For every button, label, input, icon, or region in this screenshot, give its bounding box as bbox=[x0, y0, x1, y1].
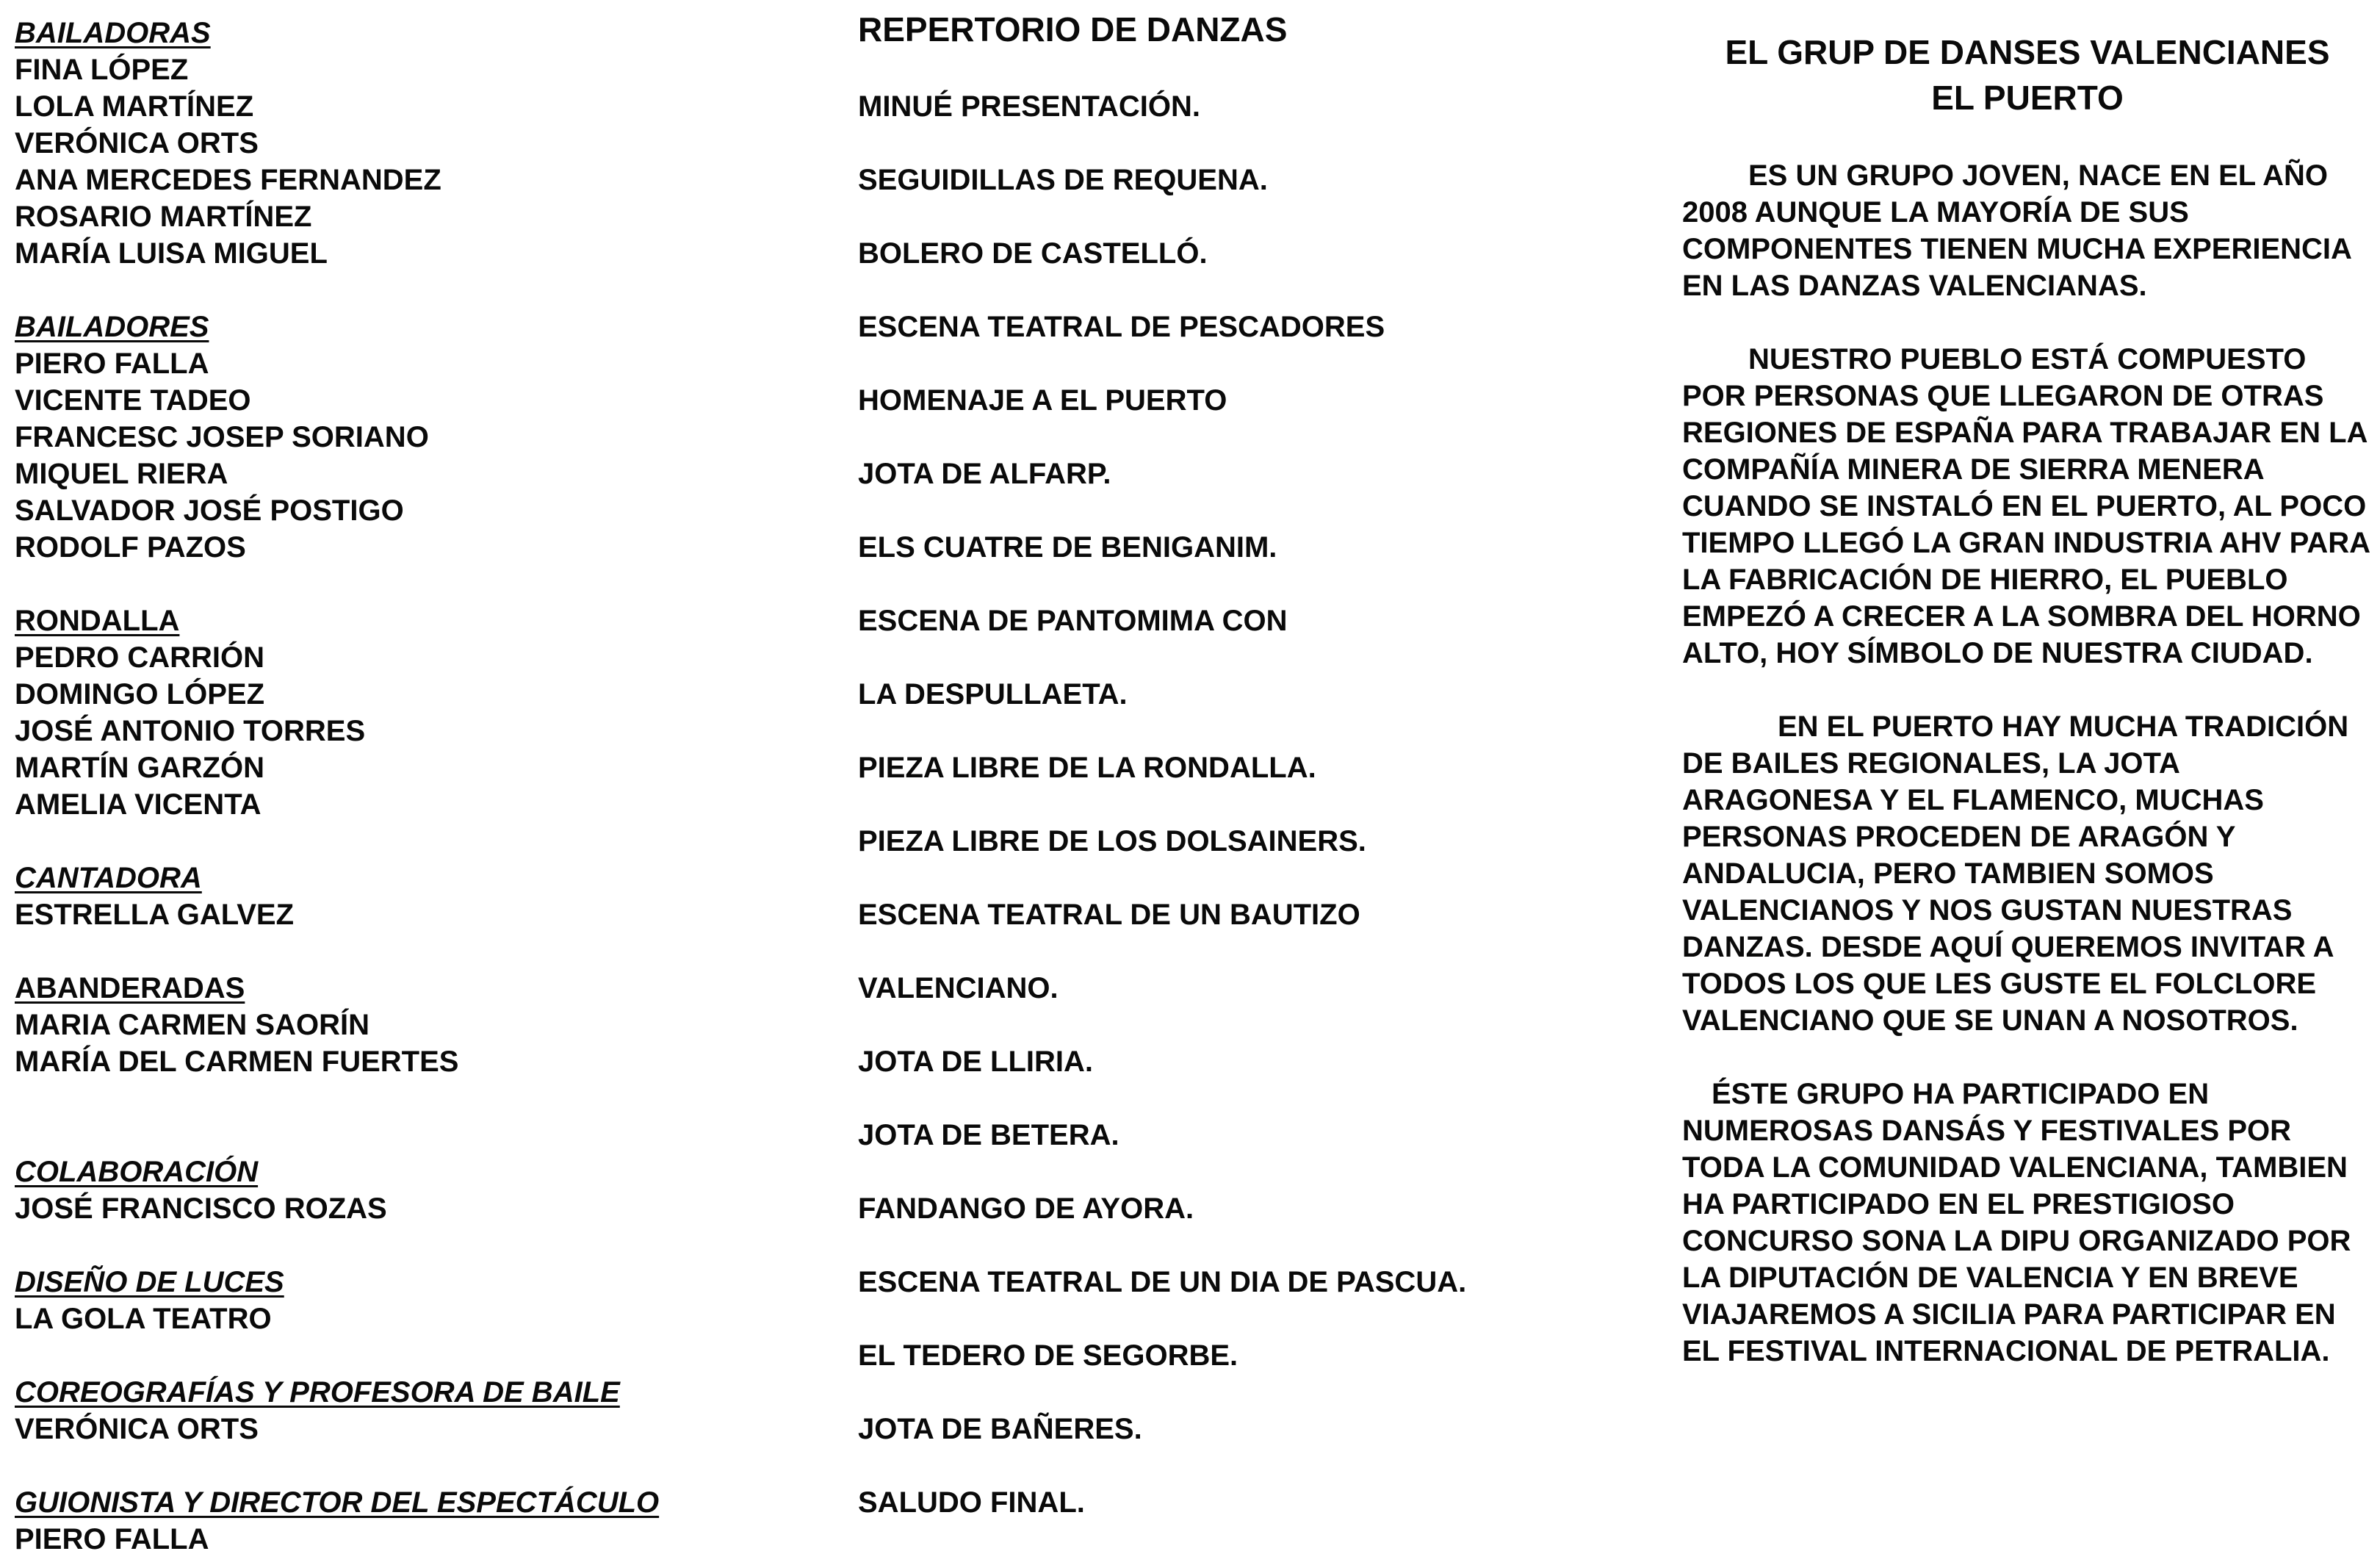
dance-item: PIEZA LIBRE DE LOS DOLSAINERS. bbox=[858, 825, 1366, 857]
cast-name: ESTRELLA GALVEZ bbox=[15, 899, 294, 931]
cast-name: JOSÉ FRANCISCO ROZAS bbox=[15, 1192, 387, 1225]
cast-name: SALVADOR JOSÉ POSTIGO bbox=[15, 494, 404, 527]
cast-name: VERÓNICA ORTS bbox=[15, 1413, 259, 1445]
about-paragraph bbox=[1682, 157, 2373, 304]
cast-name: AMELIA VICENTA bbox=[15, 788, 262, 821]
dance-item: ESCENA DE PANTOMIMA CON bbox=[858, 605, 1288, 637]
dance-item: SEGUIDILLAS DE REQUENA. bbox=[858, 164, 1268, 196]
cast-name: VICENTE TADEO bbox=[15, 384, 251, 417]
dance-item: JOTA DE BAÑERES. bbox=[858, 1413, 1142, 1445]
cast-section-colaboracion bbox=[15, 1154, 387, 1227]
section-heading: COLABORACIÓN bbox=[15, 1156, 259, 1188]
dance-item: JOTA DE ALFARP. bbox=[858, 458, 1111, 490]
group-title-line2: EL PUERTO bbox=[1931, 79, 2124, 117]
dance-item: FANDANGO DE AYORA. bbox=[858, 1192, 1194, 1225]
about-paragraph-text: EN EL PUERTO HAY MUCHA TRADICIÓN DE BAILES REGIONALES, LA JOTA ARAGONESA Y EL FLAMENCO, MUCHAS PERSONAS PROCEDEN DE ARAGÓN Y ANDALUCIA, PERO TAMBIEN SOMOS VALENCIANOS Y NOS GUSTAN NUESTRAS DANZAS. DESDE AQUÍ QUEREMOS INVITAR A TODOS LOS QUE LES GUSTE EL FOLCLORE VALENCIANO QUE SE UNAN A NOSOTROS. bbox=[1682, 710, 2349, 1037]
cast-name: MARÍA DEL CARMEN FUERTES bbox=[15, 1046, 459, 1078]
dance-item: VALENCIANO. bbox=[858, 972, 1059, 1004]
dance-item: EL TEDERO DE SEGORBE. bbox=[858, 1339, 1238, 1372]
cast-name: ROSARIO MARTÍNEZ bbox=[15, 201, 312, 233]
cast-name: RODOLF PAZOS bbox=[15, 531, 246, 564]
cast-name: LOLA MARTÍNEZ bbox=[15, 90, 254, 123]
repertoire-title: REPERTORIO DE DANZAS bbox=[858, 10, 1288, 48]
dance-item: JOTA DE LLIRIA. bbox=[858, 1046, 1093, 1078]
about-paragraph bbox=[1682, 341, 2373, 672]
cast-name: MIQUEL RIERA bbox=[15, 458, 228, 490]
dance-item: ESCENA TEATRAL DE PESCADORES bbox=[858, 311, 1385, 343]
cast-name: MARÍA LUISA MIGUEL bbox=[15, 237, 328, 270]
dance-item: ESCENA TEATRAL DE UN DIA DE PASCUA. bbox=[858, 1266, 1467, 1298]
cast-section-guionista bbox=[15, 1484, 659, 1558]
cast-name: ANA MERCEDES FERNANDEZ bbox=[15, 164, 441, 196]
section-heading: DISEÑO DE LUCES bbox=[15, 1266, 284, 1298]
about-paragraph-text: NUESTRO PUEBLO ESTÁ COMPUESTO POR PERSONAS QUE LLEGARON DE OTRAS REGIONES DE ESPAÑA PARA TRABAJAR EN LA COMPAÑÍA MINERA DE SIERRA MENERA CUANDO SE INSTALÓ EN EL PUERTO, AL POCO TIEMPO LLEGÓ LA GRAN INDUSTRIA AHV PARA LA FABRICACIÓN DE HIERRO, EL PUEBLO EMPEZÓ A CRECER A LA SOMBRA DEL HORNO ALTO, HOY SÍMBOLO DE NUESTRA CIUDAD. bbox=[1682, 343, 2370, 669]
cast-name: JOSÉ ANTONIO TORRES bbox=[15, 715, 366, 747]
dance-item: LA DESPULLAETA. bbox=[858, 678, 1128, 710]
cast-name: VERÓNICA ORTS bbox=[15, 127, 259, 159]
cast-section-cantadora bbox=[15, 860, 294, 933]
cast-name: FINA LÓPEZ bbox=[15, 54, 189, 86]
cast-name: FRANCESC JOSEP SORIANO bbox=[15, 421, 429, 453]
dance-item: BOLERO DE CASTELLÓ. bbox=[858, 237, 1208, 270]
about-column bbox=[1682, 0, 2373, 1370]
section-heading: BAILADORAS bbox=[15, 17, 211, 49]
dance-item: MINUÉ PRESENTACIÓN. bbox=[858, 90, 1200, 123]
cast-name: MARIA CARMEN SAORÍN bbox=[15, 1009, 369, 1041]
dance-item: ESCENA TEATRAL DE UN BAUTIZO bbox=[858, 899, 1360, 931]
about-paragraph bbox=[1682, 1076, 2373, 1370]
section-heading: RONDALLA bbox=[15, 605, 180, 637]
about-paragraph bbox=[1682, 708, 2373, 1039]
group-title-line1: EL GRUP DE DANSES VALENCIANES bbox=[1725, 33, 2330, 71]
dance-item: SALUDO FINAL. bbox=[858, 1486, 1085, 1519]
cast-name: MARTÍN GARZÓN bbox=[15, 752, 264, 784]
about-paragraph-text: ES UN GRUPO JOVEN, NACE EN EL AÑO 2008 AUNQUE LA MAYORÍA DE SUS COMPONENTES TIENEN MUCHA EXPERIENCIA EN LAS DANZAS VALENCIANAS. bbox=[1682, 159, 2351, 302]
section-heading: COREOGRAFÍAS Y PROFESORA DE BAILE bbox=[15, 1376, 620, 1408]
section-heading: CANTADORA bbox=[15, 862, 202, 894]
repertoire-column bbox=[858, 0, 1593, 1521]
cast-name: PIERO FALLA bbox=[15, 1523, 209, 1555]
about-paragraph-text: ÉSTE GRUPO HA PARTICIPADO EN NUMEROSAS DANSÁS Y FESTIVALES POR TODA LA COMUNIDAD VALENCIANA, TAMBIEN HA PARTICIPADO EN EL PRESTIGIOSO CONCURSO SONA LA DIPU ORGANIZADO POR LA DIPUTACIÓN DE VALENCIA Y EN BREVE VIAJAREMOS A SICILIA PARA PARTICIPAR EN EL FESTIVAL INTERNACIONAL DE PETRALIA. bbox=[1682, 1078, 2351, 1367]
cast-name: PIERO FALLA bbox=[15, 348, 209, 380]
cast-name: DOMINGO LÓPEZ bbox=[15, 678, 264, 710]
cast-section-rondalla bbox=[15, 602, 365, 823]
group-title bbox=[1682, 29, 2373, 120]
cast-section-diseno-luces bbox=[15, 1264, 284, 1337]
dance-item: JOTA DE BETERA. bbox=[858, 1119, 1119, 1151]
section-heading: ABANDERADAS bbox=[15, 972, 245, 1004]
cast-section-bailadores bbox=[15, 309, 429, 566]
cast-name: LA GOLA TEATRO bbox=[15, 1303, 272, 1335]
section-heading: BAILADORES bbox=[15, 311, 209, 343]
cast-name: PEDRO CARRIÓN bbox=[15, 641, 265, 674]
dance-item: ELS CUATRE DE BENIGANIM. bbox=[858, 531, 1277, 564]
cast-section-abanderadas bbox=[15, 970, 458, 1080]
dance-item: HOMENAJE A EL PUERTO bbox=[858, 384, 1227, 417]
dance-item: PIEZA LIBRE DE LA RONDALLA. bbox=[858, 752, 1316, 784]
cast-section-coreografias bbox=[15, 1374, 620, 1447]
section-heading: GUIONISTA Y DIRECTOR DEL ESPECTÁCULO bbox=[15, 1486, 660, 1519]
cast-section-bailadoras bbox=[15, 15, 441, 272]
